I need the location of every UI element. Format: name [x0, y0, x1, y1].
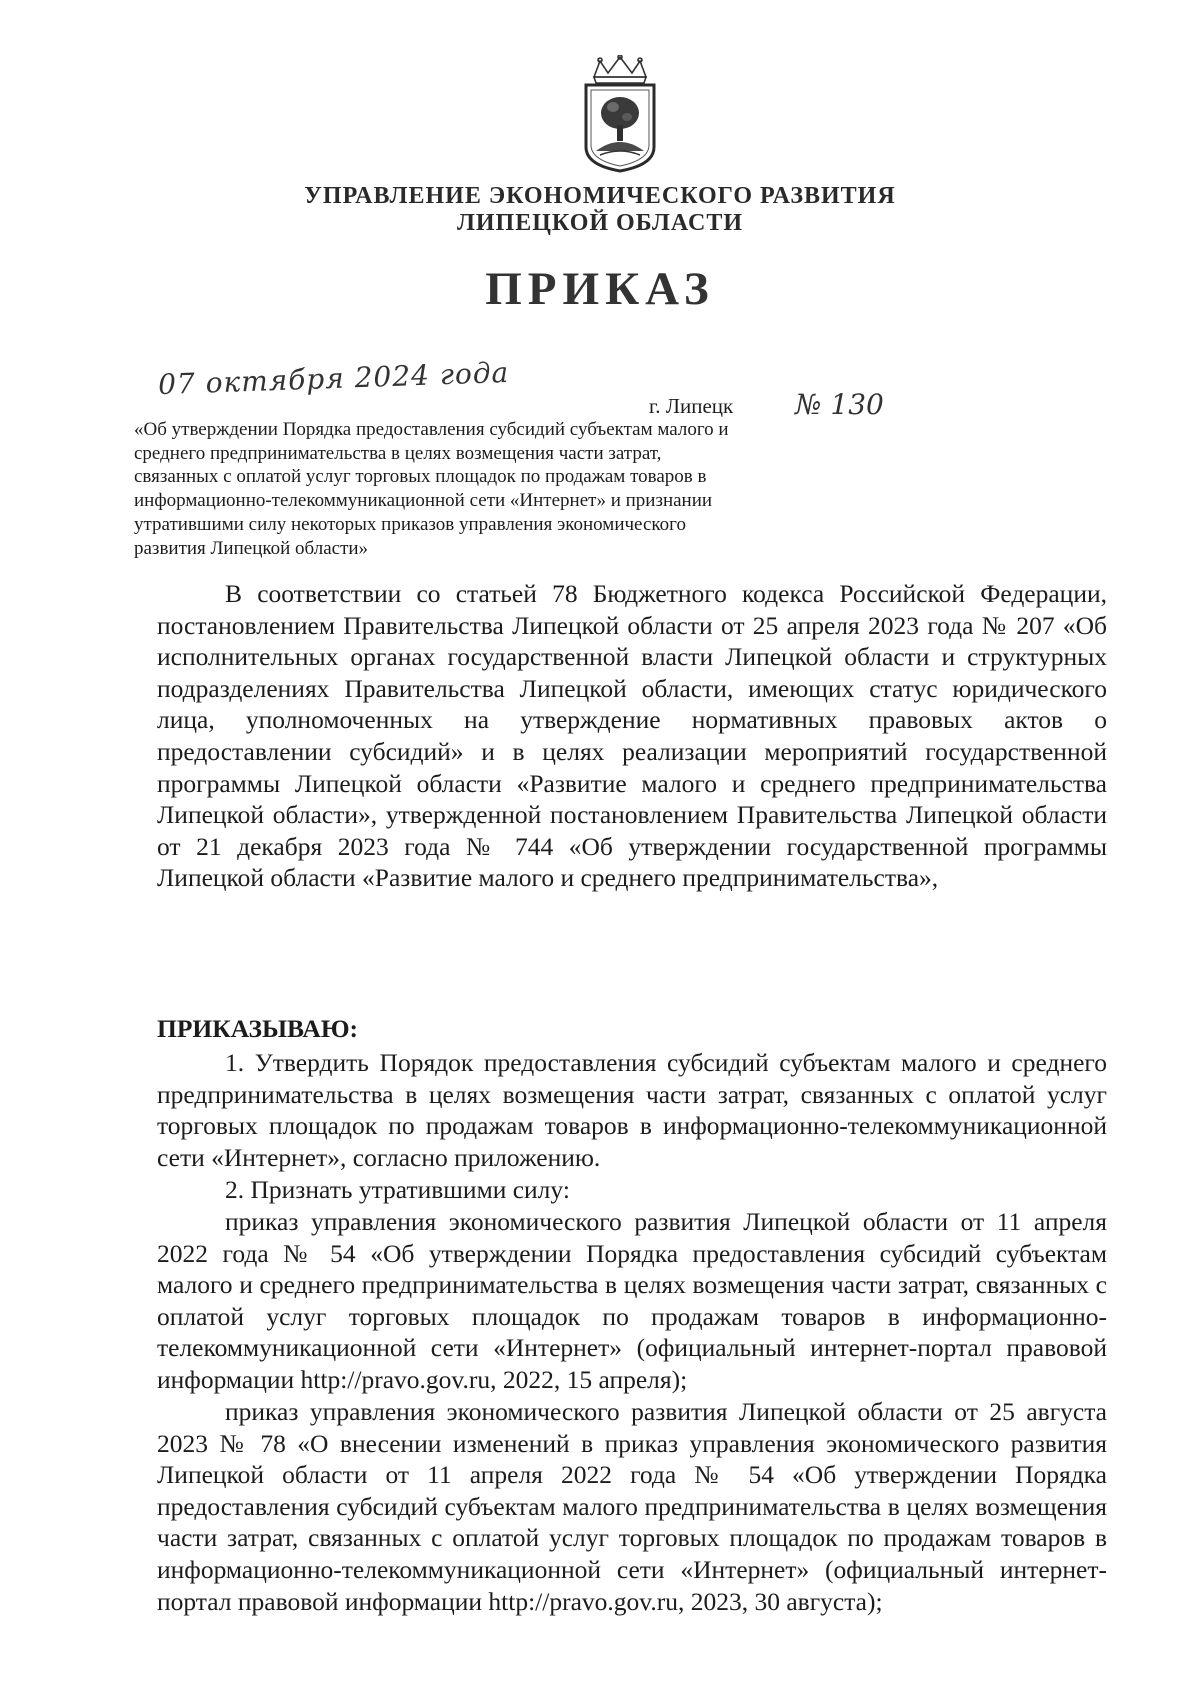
- handwritten-order-number: № 130: [795, 388, 884, 421]
- order-item-2-clause-a: приказ управления экономического развития Липецкой области от 11 апреля 2022 года № 54 «Об утверждении Порядка предоставления субсидий субъектам малого и среднего предпринимательства в целях возмещения части затрат, связанных с оплатой услуг торговых площадок по продажам товаров в информационно-телекоммуникационной сети «Интернет» (официальный интернет-портал правовой информации http://pravo.gov.ru, 2022, 15 апреля);: [157, 1207, 1107, 1394]
- order-item-1: 1. Утвердить Порядок предоставления субсидий субъектам малого и среднего предпринимательства в целях возмещения части затрат, связанных с оплатой услуг торговых площадок по продажам товаров в информационно-телекоммуникационной сети «Интернет», согласно приложению.: [157, 1048, 1107, 1172]
- handwritten-date: 07 октября 2024 года: [157, 355, 510, 402]
- order-item-2-clause-b: приказ управления экономического развития Липецкой области от 25 августа 2023 № 78 «О внесении изменений в приказ управления экономического развития Липецкой области от 11 апреля 2022 года № 54 «Об утверждении Порядка предоставления субсидий субъектам малого предпринимательства в целях возмещения части затрат, связанных с оплатой услуг торговых площадок по продажам товаров в информационно-телекоммуникационной сети «Интернет» (официальный интернет-портал правовой информации http://pravo.gov.ru, 2023, 30 августа);: [157, 1397, 1107, 1616]
- preamble-paragraph: В соответствии со статьей 78 Бюджетного кодекса Российской Федерации, постановлением Правительства Липецкой области от 25 апреля 2023 года № 207 «Об исполнительных органах государственной власти Липецкой области и структурных подразделениях Правительства Липецкой области, имеющих статус юридического лица, уполномоченных на утверждение нормативных правовых актов о предоставлении субсидий» и в целях реализации мероприятий государственной программы Липецкой области «Развитие малого и среднего предпринимательства Липецкой области», утвержденной постановлением Правительства Липецкой области от 21 декабря 2023 года № 744 «Об утверждении государственной программы Липецкой области «Развитие малого и среднего предпринимательства»,: [157, 579, 1107, 893]
- order-heading: ПРИКАЗЫВАЮ:: [157, 1014, 359, 1043]
- coat-of-arms-emblem: [580, 55, 660, 173]
- organization-name-line1: УПРАВЛЕНИЕ ЭКОНОМИЧЕСКОГО РАЗВИТИЯ: [304, 183, 896, 209]
- document-title: ПРИКАЗ: [485, 263, 715, 315]
- city-label: г. Липецк: [649, 394, 734, 418]
- order-item-2: 2. Признать утратившими силу:: [225, 1175, 570, 1204]
- organization-name-line2: ЛИПЕЦКОЙ ОБЛАСТИ: [457, 210, 743, 236]
- order-subject: «Об утверждении Порядка предоставления субсидий субъектам малого и среднего предпринимательства в целях возмещения части затрат, связанных с оплатой услуг торговых площадок по продажам товаров в информационно-телекоммуникационной сети «Интернет» и признании утратившими силу некоторых приказов управления экономического развития Липецкой области»: [134, 419, 729, 559]
